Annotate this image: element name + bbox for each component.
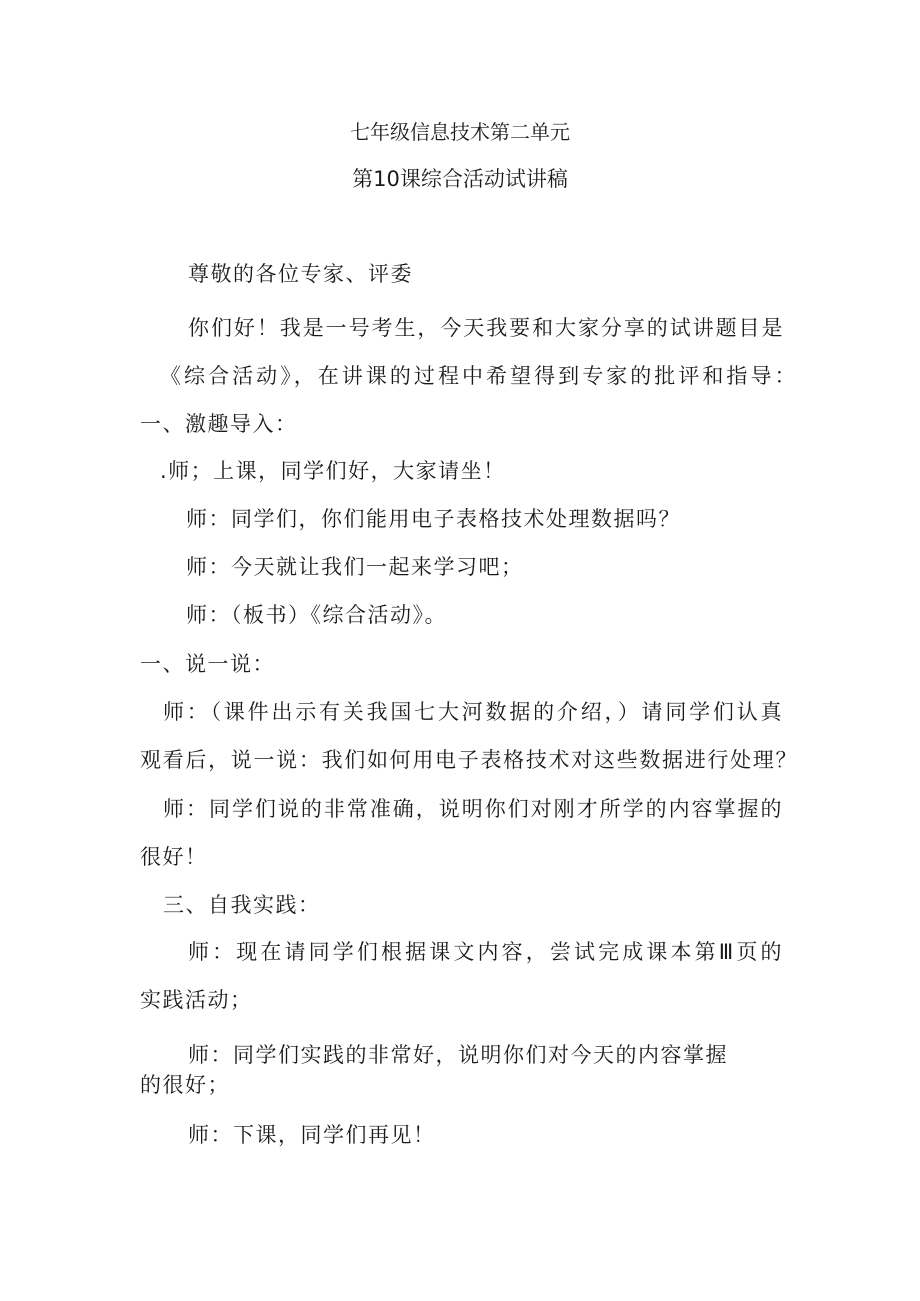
intro-line-2: 《综合活动》，在讲课的过程中希望得到专家的批评和指导： bbox=[160, 364, 797, 388]
section3-para2-line2: 的很好； bbox=[140, 1073, 230, 1097]
section3-para1-line1: 师：现在请同学们根据课文内容，尝试完成课本第Ⅲ页的 bbox=[188, 940, 783, 964]
section1-line-4: 师：（板书）《综合活动》。 bbox=[186, 603, 447, 627]
section2-para1-line2: 观看后，说一说：我们如何用电子表格技术对这些数据进行处理？ bbox=[140, 748, 798, 772]
section1-heading: 一、激趣导入： bbox=[140, 412, 298, 436]
section1-line-2: 师：同学们，你们能用电子表格技术处理数据吗？ bbox=[186, 507, 681, 531]
section3-para1-line2: 实践活动； bbox=[140, 988, 253, 1012]
section3-heading: 三、自我实践： bbox=[163, 893, 321, 917]
section1-line-3: 师：今天就让我们一起来学习吧； bbox=[186, 555, 524, 579]
section2-para1-line1: 师：（课件出示有关我国七大河数据的介绍，）请同学们认真 bbox=[163, 700, 783, 724]
section3-line-3: 师：下课，同学们再见！ bbox=[188, 1123, 436, 1147]
section1-line-1: .师；上课，同学们好，大家请坐！ bbox=[160, 459, 506, 483]
section2-para2-line2: 很好！ bbox=[140, 845, 208, 869]
section2-heading: 一、说一说： bbox=[140, 652, 275, 676]
section2-para2-line1: 师：同学们说的非常准确，说明你们对刚才所学的内容掌握的 bbox=[163, 797, 783, 821]
document-title-line2: 第10课综合活动试讲稿 bbox=[352, 167, 568, 191]
intro-line-1: 你们好！我是一号考生，今天我要和大家分享的试讲题目是 bbox=[188, 316, 784, 340]
section3-para2-line1: 师：同学们实践的非常好，说明你们对今天的内容掌握 bbox=[188, 1043, 728, 1067]
document-title-line1: 七年级信息技术第二单元 bbox=[350, 120, 570, 144]
greeting: 尊敬的各位专家、评委 bbox=[188, 262, 413, 286]
